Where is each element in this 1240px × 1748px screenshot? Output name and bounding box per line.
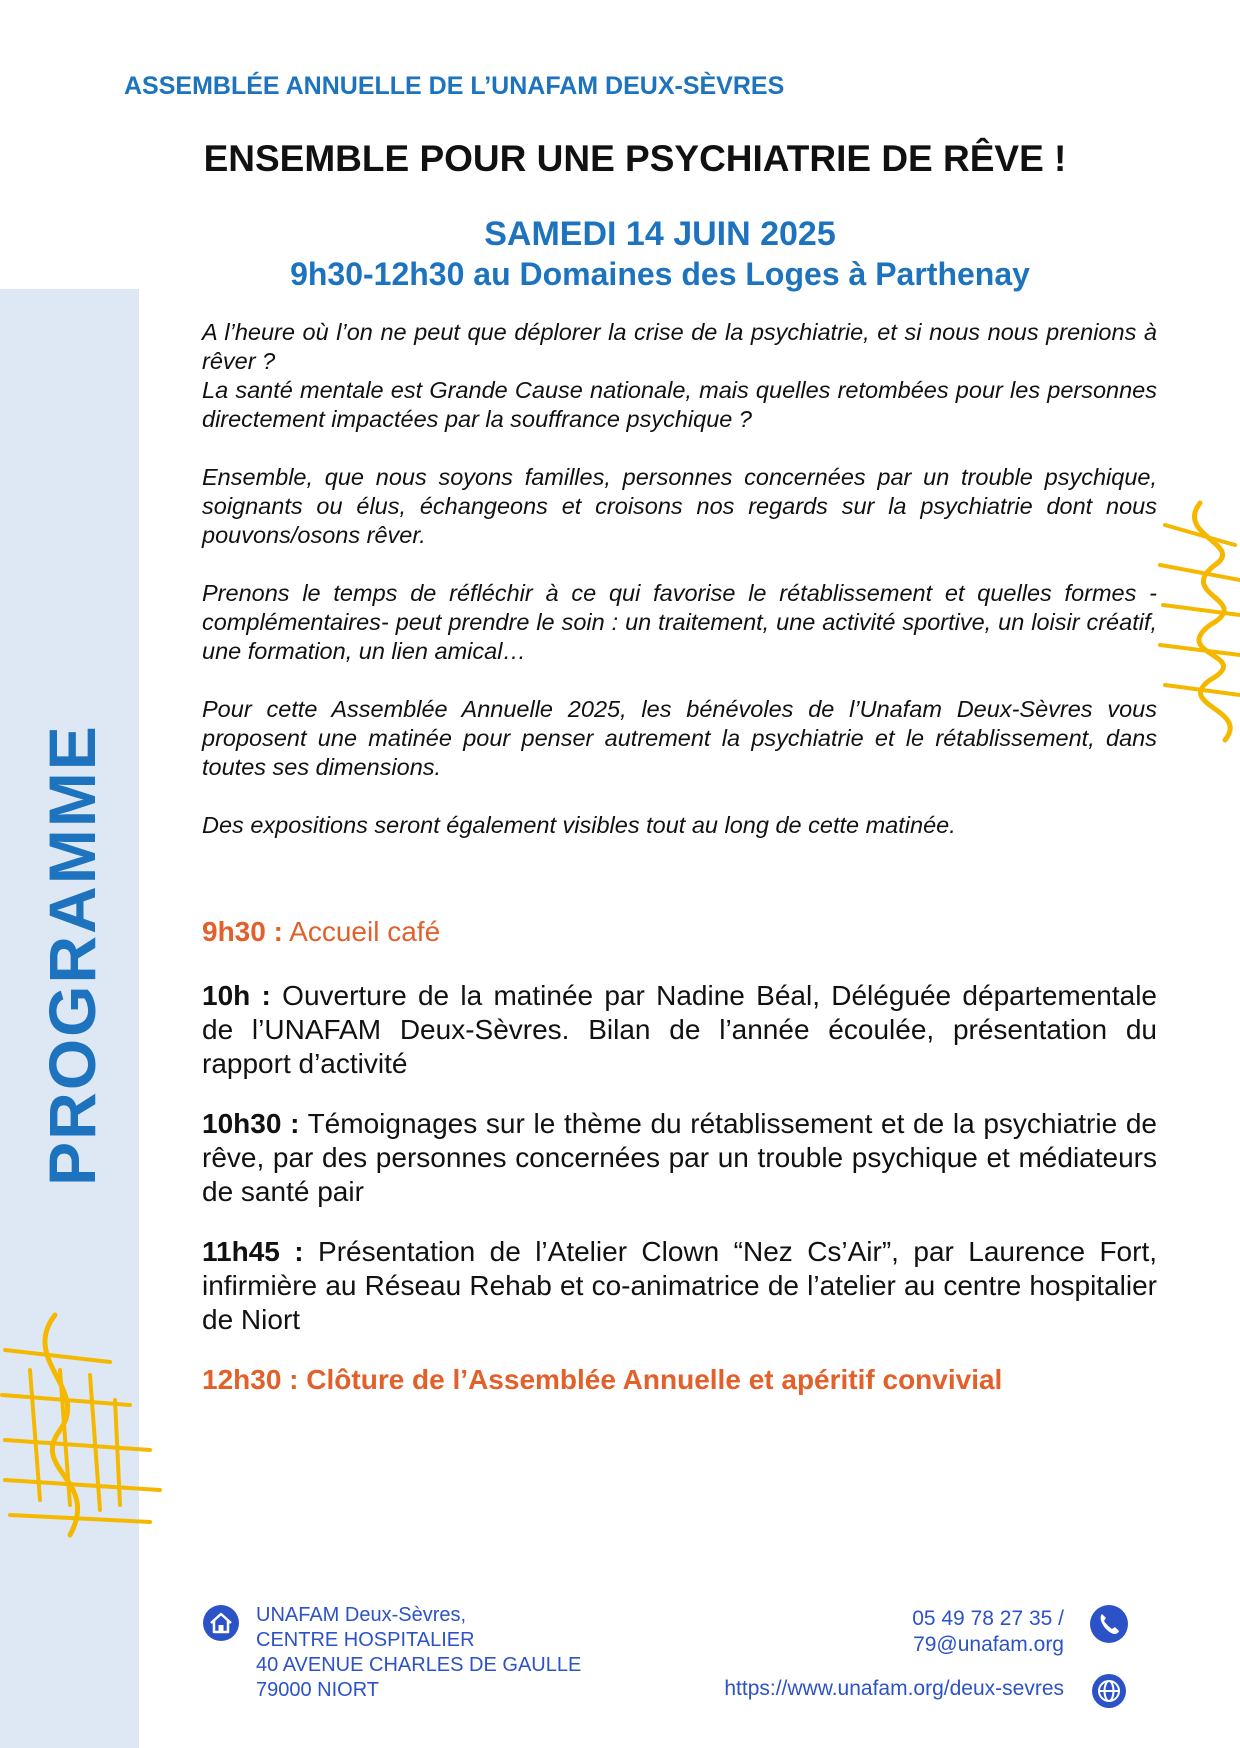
- intro-sentence: La santé mentale est Grande Cause nationale, mais quelles retombées pour les personnes directement impactées par la souffrance psychique ?: [202, 377, 1157, 432]
- program-text: Ouverture de la matinée par Nadine Béal, Déléguée départementale de l’UNAFAM Deux-Sèvres. Bilan de l’année écoulée, présentation du rapport d’activité: [202, 980, 1158, 1079]
- event-eyebrow: ASSEMBLÉE ANNUELLE DE L’UNAFAM DEUX-SÈVRES: [124, 72, 785, 100]
- program-list: [202, 915, 1157, 1423]
- program-time: 10h :: [202, 980, 271, 1011]
- squiggle-decoration-left: [0, 1300, 165, 1550]
- intro-paragraph: Prenons le temps de réfléchir à ce qui favorise le rétablissement et quelles formes -complémentaires- peut prendre le soin : un traitement, une activité sportive, un loisir créatif, une formation, un lien amical…: [202, 580, 1157, 664]
- program-item: [202, 979, 1157, 1081]
- intro-paragraph: [202, 318, 1157, 434]
- footer-address: [256, 1603, 581, 1703]
- program-item: [202, 1107, 1157, 1209]
- globe-icon: [1091, 1673, 1127, 1709]
- intro-paragraph: Pour cette Assemblée Annuelle 2025, les bénévoles de l’Unafam Deux-Sèvres vous proposent une matinée pour penser autrement la psychiatrie et le rétablissement, dans toutes ses dimensions.: [202, 696, 1157, 780]
- email-link[interactable]: 79@unafam.org: [913, 1633, 1064, 1656]
- sidebar-label: PROGRAMME: [35, 724, 109, 1186]
- intro-text: [202, 318, 1157, 869]
- program-time: 9h30 :: [202, 916, 283, 947]
- address-line: CENTRE HOSPITALIER: [256, 1629, 475, 1651]
- address-line: 79000 NIORT: [256, 1679, 380, 1701]
- footer-contact: [912, 1606, 1064, 1658]
- address-line: UNAFAM Deux-Sèvres,: [256, 1604, 467, 1626]
- address-line: 40 AVENUE CHARLES DE GAULLE: [256, 1654, 582, 1676]
- program-item: [202, 915, 1157, 949]
- event-date: SAMEDI 14 JUIN 2025: [484, 215, 836, 253]
- intro-sentence: A l’heure où l’on ne peut que déplorer la crise de la psychiatrie, et si nous nous prenions à rêver ?: [202, 319, 1157, 374]
- program-text: Clôture de l’Assemblée Annuelle et apéritif convivial: [306, 1364, 1003, 1395]
- phone-icon: [1089, 1604, 1129, 1644]
- program-time: 10h30 :: [202, 1108, 300, 1139]
- program-text: Accueil café: [289, 916, 441, 947]
- program-time: 11h45 :: [202, 1236, 304, 1267]
- phone-number[interactable]: 05 49 78 27 35 /: [912, 1607, 1064, 1630]
- program-text: Témoignages sur le thème du rétablissement et de la psychiatrie de rêve, par des personnes concernées par un trouble psychique et médiateurs de santé pair: [202, 1108, 1158, 1207]
- website-link[interactable]: https://www.unafam.org/deux-sevres: [724, 1677, 1064, 1700]
- intro-paragraph: Ensemble, que nous soyons familles, personnes concernées par un trouble psychique, soignants ou élus, échangeons et croisons nos regards sur la psychiatrie dont nous pouvons/osons rêver.: [202, 464, 1157, 548]
- program-time: 12h30 :: [202, 1364, 299, 1395]
- home-icon: [202, 1604, 240, 1642]
- squiggle-decoration-right: [1155, 495, 1240, 745]
- intro-paragraph: Des expositions seront également visibles tout au long de cette matinée.: [202, 812, 956, 838]
- event-venue: 9h30-12h30 au Domaines des Loges à Parthenay: [290, 256, 1030, 292]
- program-item: [202, 1363, 1157, 1397]
- program-text: Présentation de l’Atelier Clown “Nez Cs’Air”, par Laurence Fort, infirmière au Réseau Rehab et co-animatrice de l’atelier au centre hospitalier de Niort: [202, 1236, 1158, 1335]
- page-title: ENSEMBLE POUR UNE PSYCHIATRIE DE RÊVE !: [203, 138, 1067, 179]
- program-item: [202, 1235, 1157, 1337]
